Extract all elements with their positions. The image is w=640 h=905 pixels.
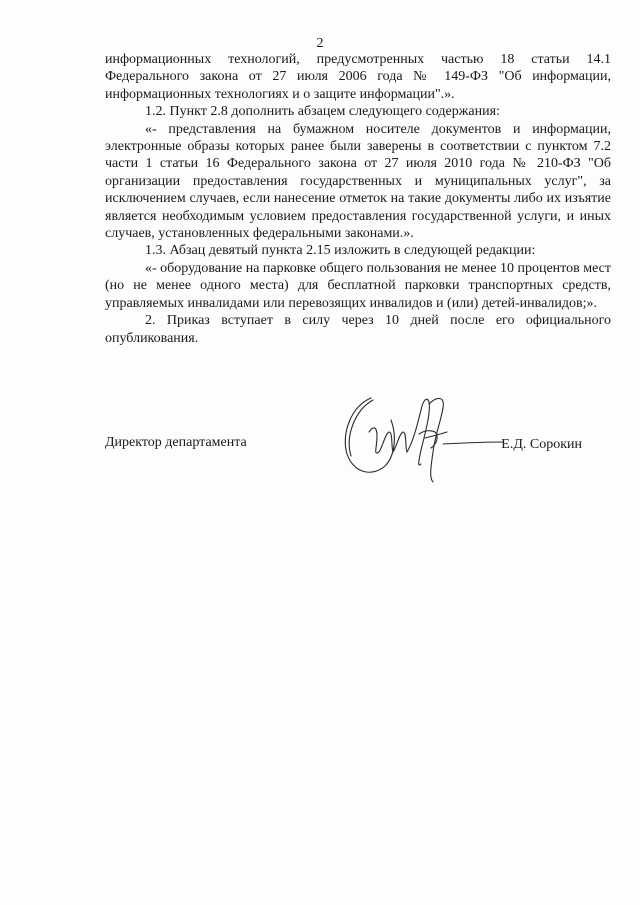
paragraph-item-2: 2. Приказ вступает в силу через 10 дней после его официального опубликования. — [105, 313, 611, 346]
paragraph-quote-2-15: «- оборудование на парковке общего пользования не менее 10 процентов мест (но не менее одного места) для бесплатной парковки транспортных средств, управляемых инвалидами или перевозящих инвалидов и (или) детей-инвалидов;». — [105, 260, 611, 311]
document-body — [105, 51, 611, 347]
signer-title: Директор департамента — [105, 435, 247, 450]
paragraph-item-1-3: 1.3. Абзац девятый пункта 2.15 изложить в следующей редакции: — [145, 243, 536, 259]
signature-block — [105, 400, 611, 490]
page-number: 2 — [316, 36, 324, 51]
paragraph-continuation: информационных технологий, предусмотренных частью 18 статьи 14.1 Федерального закона от 27 июля 2006 года № 149-ФЗ "Об информации, информационных технологиях и о защите информации".». — [105, 52, 611, 102]
paragraph-quote-2-8: «- представления на бумажном носителе документов и информации, электронные образы которых ранее были заверены в соответствии с пунктом 7.2 части 1 статьи 16 Федерального закона от 27 июля 2010 года № 210-ФЗ "Об организации предоставления государственных и муниципальных услуг", за исключением случаев, если нанесение отметок на такие документы либо их изъятие является необходимым условием предоставления государственной услуги, и иных случаев, установленных федеральными законами.». — [105, 121, 611, 242]
handwritten-signature — [333, 386, 503, 486]
signer-name: Е.Д. Сорокин — [501, 437, 582, 452]
paragraph-item-1-2: 1.2. Пункт 2.8 дополнить абзацем следующего содержания: — [145, 104, 500, 120]
